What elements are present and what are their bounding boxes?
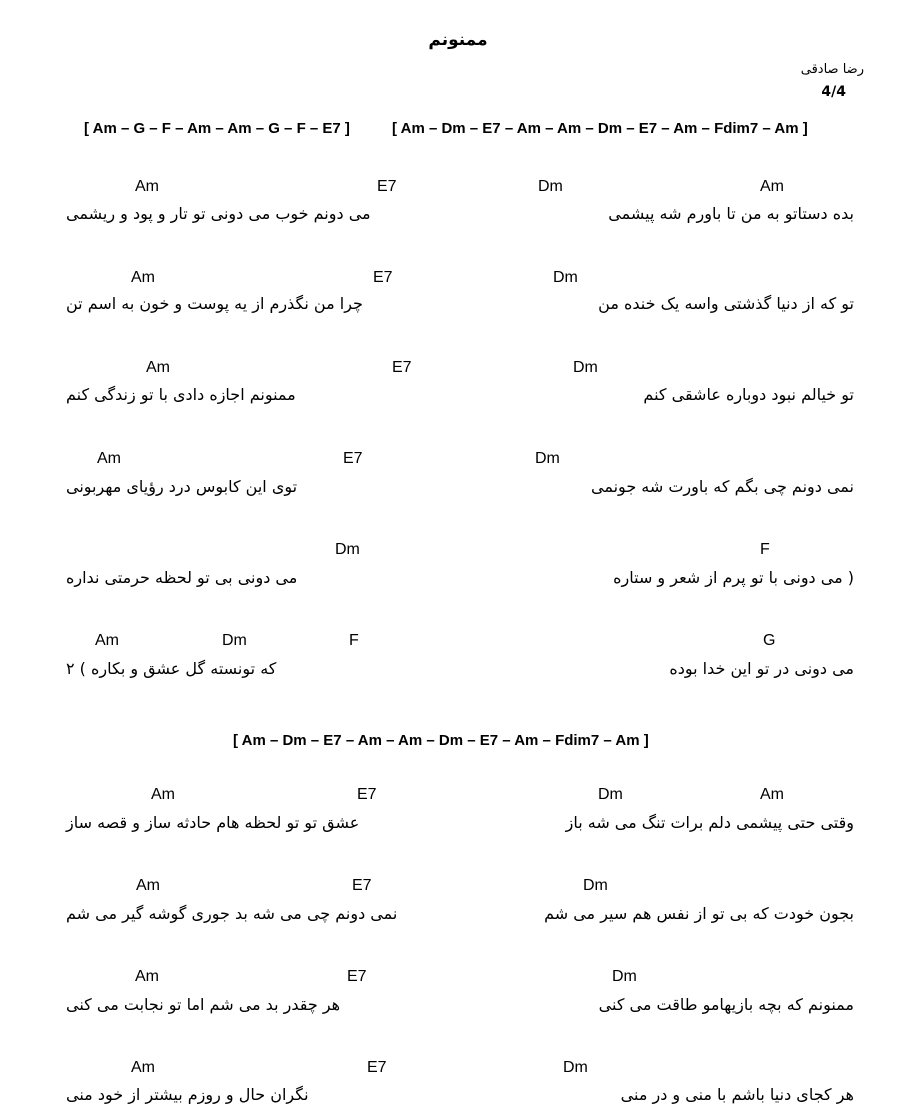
composer-name: رضا صادقی xyxy=(800,62,864,77)
lyric-left: ممنونم اجازه دادی با تو زندگی کنم xyxy=(66,385,296,404)
chord: Dm xyxy=(612,968,637,985)
progression-intro-a: [ Am – G – F – Am – Am – G – F – E7 ] xyxy=(84,120,350,137)
chord: E7 xyxy=(352,877,372,894)
chord: Am xyxy=(135,968,159,985)
lyric-left: نگران حال و روزم بیشتر از خود منی xyxy=(66,1085,309,1104)
chord: E7 xyxy=(377,178,397,195)
chord: Am xyxy=(760,178,784,195)
song-title: ممنونم xyxy=(428,30,488,50)
lyric-left: نمی دونم چی می شه بد جوری گوشه گیر می شم xyxy=(66,904,398,923)
chord: Am xyxy=(146,359,170,376)
chord: Am xyxy=(136,877,160,894)
lyric-left: توی این کابوس درد رؤیای مهربونی xyxy=(66,477,298,496)
chord: Dm xyxy=(573,359,598,376)
chord: Dm xyxy=(563,1059,588,1076)
chord: Am xyxy=(151,786,175,803)
chord: F xyxy=(349,632,359,649)
time-signature: 4/4 xyxy=(821,84,846,100)
chord: E7 xyxy=(343,450,363,467)
chord: Am xyxy=(135,178,159,195)
chord: Dm xyxy=(335,541,360,558)
progression-interlude: [ Am – Dm – E7 – Am – Am – Dm – E7 – Am – Fdim7 – Am ] xyxy=(233,732,649,749)
lyric-right: ( می دونی با تو پرم از شعر و ستاره xyxy=(613,568,854,587)
chord: E7 xyxy=(373,269,393,286)
chord: E7 xyxy=(392,359,412,376)
chord: Am xyxy=(97,450,121,467)
chord: E7 xyxy=(347,968,367,985)
lyric-left: می دونی بی تو لحظه حرمتی نداره xyxy=(66,568,298,587)
lyric-right: وقتی حتی پیشمی دلم برات تنگ می شه باز xyxy=(565,813,854,832)
lyric-right: تو که از دنیا گذشتی واسه یک خنده من xyxy=(598,294,854,313)
lyric-left: هر چقدر بد می شم اما تو نجابت می کنی xyxy=(66,995,341,1014)
lyric-left: چرا من نگذرم از یه پوست و خون به اسم تن xyxy=(66,294,363,313)
chord: Am xyxy=(131,1059,155,1076)
lyric-right: هر کجای دنیا باشم با منی و در منی xyxy=(620,1085,854,1104)
lyric-right: نمی دونم چی بگم که باورت شه جونمی xyxy=(591,477,854,496)
lyric-right: ممنونم که بچه بازیهامو طاقت می کنی xyxy=(598,995,854,1014)
chord: Dm xyxy=(222,632,247,649)
chord: Dm xyxy=(535,450,560,467)
chord: Dm xyxy=(538,178,563,195)
progression-intro-b: [ Am – Dm – E7 – Am – Am – Dm – E7 – Am – Fdim7 – Am ] xyxy=(392,120,808,137)
lyric-left: که تونسته گل عشق و بکاره ) ۲ xyxy=(66,659,277,678)
chord: Am xyxy=(131,269,155,286)
lyric-right: تو خیالم نبود دوباره عاشقی کنم xyxy=(643,385,854,404)
chord: Am xyxy=(760,786,784,803)
chord: F xyxy=(760,541,770,558)
chord: G xyxy=(763,632,776,649)
chord: Am xyxy=(95,632,119,649)
chord: Dm xyxy=(598,786,623,803)
lyric-left: می دونم خوب می دونی تو تار و پود و ریشمی xyxy=(66,204,371,223)
chord: Dm xyxy=(553,269,578,286)
chord: E7 xyxy=(357,786,377,803)
lyric-right: بده دستاتو به من تا باورم شه پیشمی xyxy=(608,204,854,223)
lyric-left: عشق تو تو لحظه هام حادثه ساز و قصه ساز xyxy=(66,813,360,832)
chord: Dm xyxy=(583,877,608,894)
lyric-right: می دونی در تو این خدا بوده xyxy=(669,659,854,678)
lyric-right: بجون خودت که بی تو از نفس هم سیر می شم xyxy=(544,904,854,923)
chord: E7 xyxy=(367,1059,387,1076)
